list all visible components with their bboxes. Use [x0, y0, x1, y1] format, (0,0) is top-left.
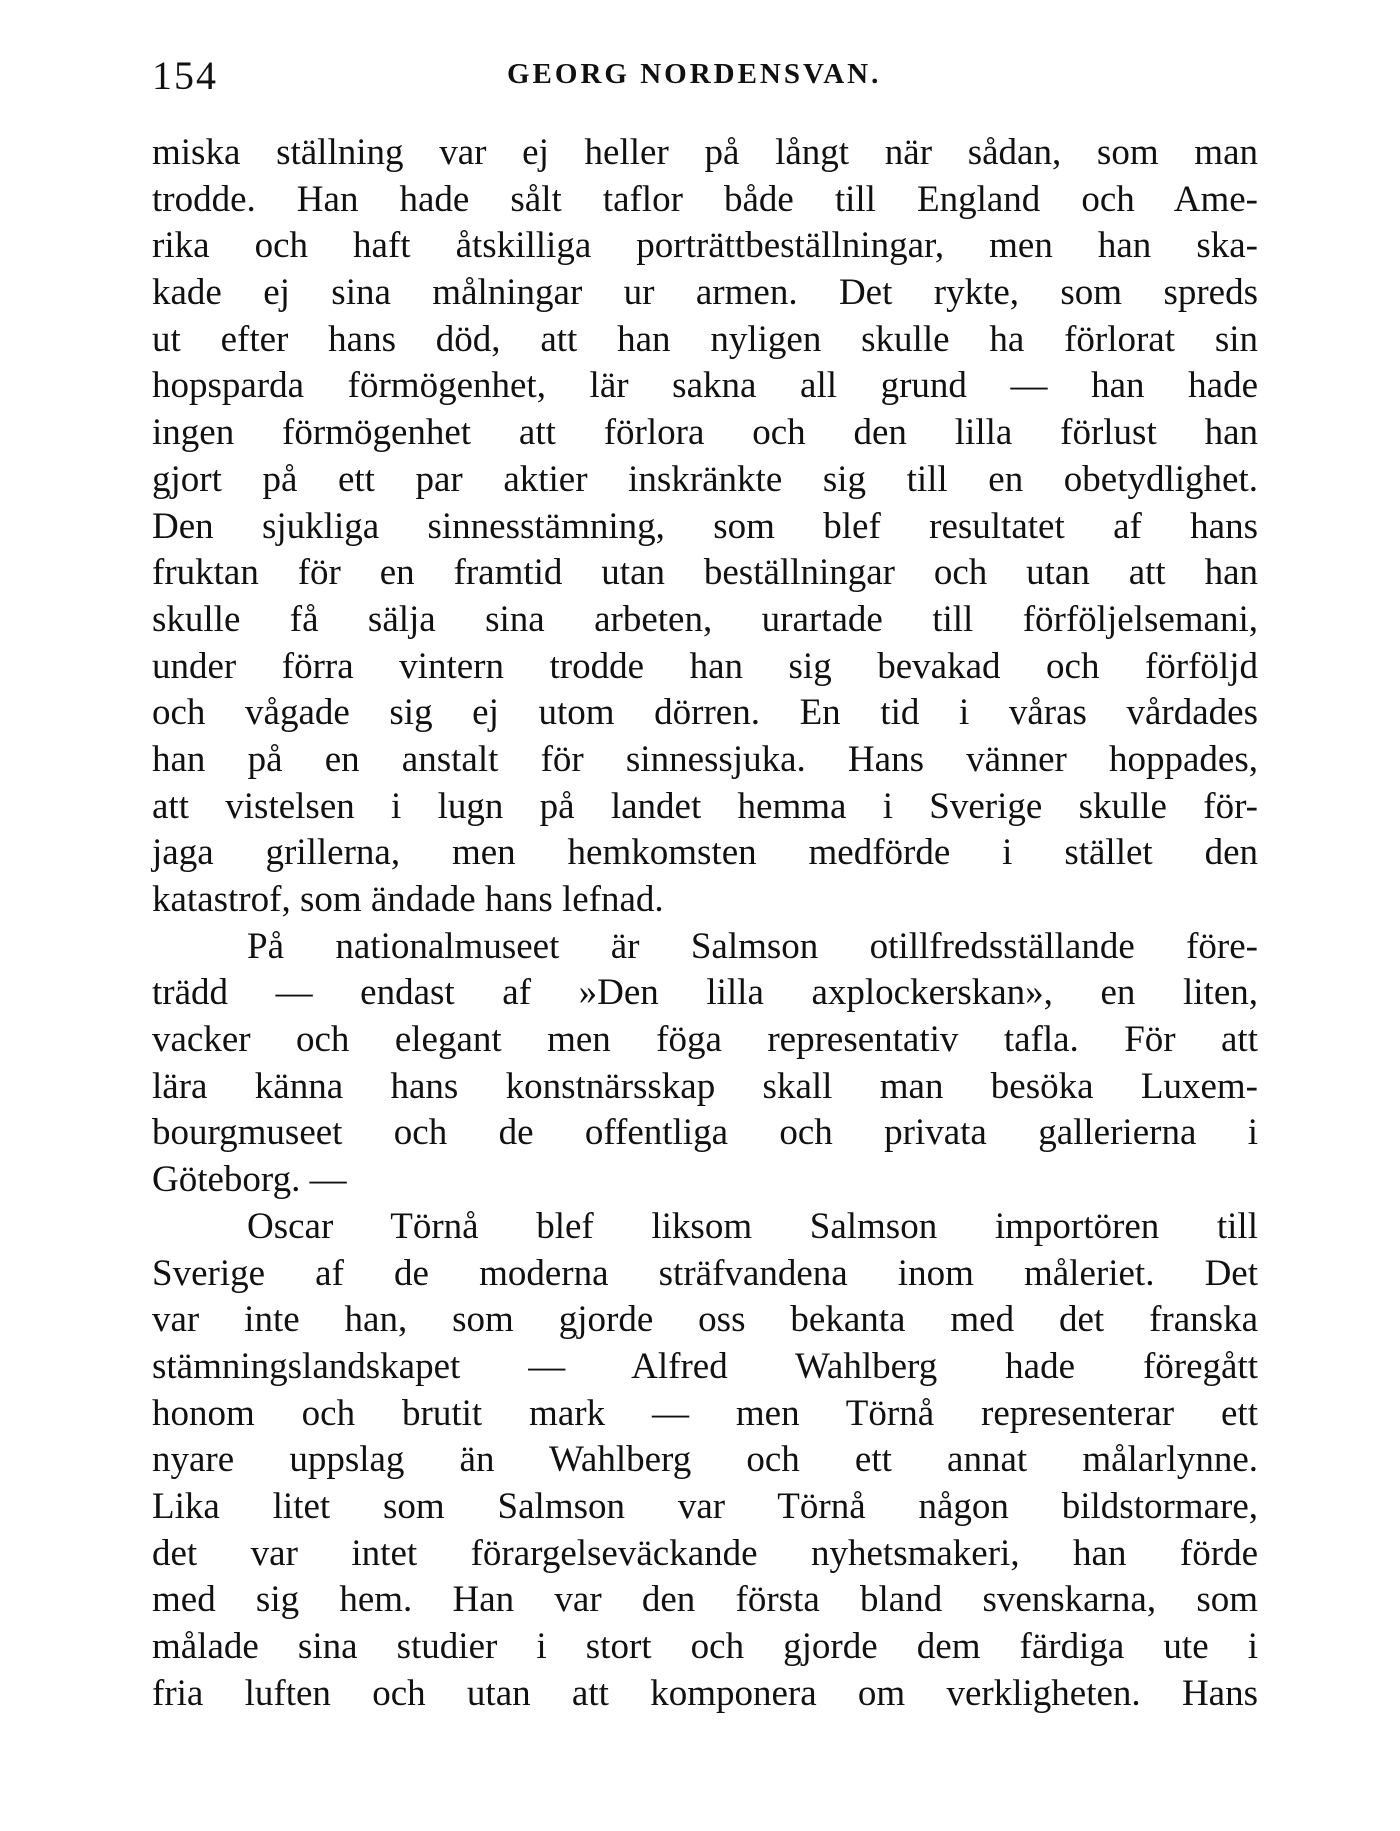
body-text — [152, 130, 1258, 1717]
text-line: miska ställning var ej heller på långt när sådan, som man — [152, 132, 1258, 173]
text-line: ingen förmögenhet att förlora och den lilla förlust han — [152, 412, 1258, 454]
text-line: katastrof, som ändade hans lefnad. — [152, 879, 664, 920]
text-line: hopsparda förmögenhet, lär sakna all grund — han hade — [152, 365, 1258, 407]
text-line: målade sina studier i stort och gjorde dem färdiga ute i — [152, 1626, 1258, 1667]
text-line: vacker och elegant men föga representativ tafla. För att — [152, 1019, 1258, 1061]
text-line: trodde. Han hade sålt taflor både till England och Ame- — [152, 178, 1258, 220]
text-line: Göteborg. — — [152, 1159, 347, 1201]
text-line: rika och haft åtskilliga porträttbeställningar, men han ska- — [152, 225, 1258, 267]
text-line: Den sjukliga sinnesstämning, som blef resultatet af hans — [152, 505, 1258, 547]
text-line: det var intet förargelseväckande nyhetsmakeri, han förde — [152, 1532, 1258, 1574]
text-line: kade ej sina målningar ur armen. Det rykte, som spreds — [152, 272, 1258, 314]
text-line: under förra vintern trodde han sig bevakad och förföljd — [152, 645, 1258, 687]
text-line: Lika litet som Salmson var Törnå någon bildstormare, — [152, 1485, 1258, 1527]
running-head: GEORG NORDENSVAN. — [507, 58, 882, 90]
text-line: fria luften och utan att komponera om verkligheten. Hans — [152, 1672, 1258, 1714]
page-number: 154 — [152, 53, 218, 98]
text-line: att vistelsen i lugn på landet hemma i Sverige skulle för- — [152, 785, 1258, 827]
text-line: bourgmuseet och de offentliga och privata gallerierna i — [152, 1112, 1258, 1154]
text-line: ut efter hans död, att han nyligen skulle ha förlorat sin — [152, 318, 1258, 360]
text-line: han på en anstalt för sinnessjuka. Hans vänner hoppades, — [152, 738, 1258, 780]
text-line: fruktan för en framtid utan beställningar och utan att han — [152, 552, 1258, 594]
text-line: gjort på ett par aktier inskränkte sig till en obetydlighet. — [152, 458, 1258, 500]
text-line: stämningslandskapet — Alfred Wahlberg hade föregått — [152, 1345, 1258, 1387]
text-line: och vågade sig ej utom dörren. En tid i våras vårdades — [152, 692, 1258, 734]
text-line: var inte han, som gjorde oss bekanta med det franska — [152, 1299, 1258, 1341]
text-line: honom och brutit mark — men Törnå representerar ett — [152, 1392, 1258, 1434]
page-header — [152, 52, 1258, 112]
text-line: lära känna hans konstnärsskap skall man besöka Luxem- — [152, 1065, 1258, 1107]
text-line: Oscar Törnå blef liksom Salmson importören till — [247, 1205, 1258, 1247]
text-line: nyare uppslag än Wahlberg och ett annat målarlynne. — [152, 1439, 1258, 1481]
text-line: På nationalmuseet är Salmson otillfredsställande före- — [247, 925, 1258, 967]
text-line: skulle få sälja sina arbeten, urartade till förföljelsemani, — [152, 598, 1258, 640]
text-line: Sverige af de moderna sträfvandena inom måleriet. Det — [152, 1252, 1258, 1294]
text-line: jaga grillerna, men hemkomsten medförde i stället den — [152, 832, 1258, 874]
text-line: med sig hem. Han var den första bland svenskarna, som — [152, 1579, 1258, 1621]
text-line: trädd — endast af »Den lilla axplockerskan», en liten, — [152, 972, 1258, 1014]
